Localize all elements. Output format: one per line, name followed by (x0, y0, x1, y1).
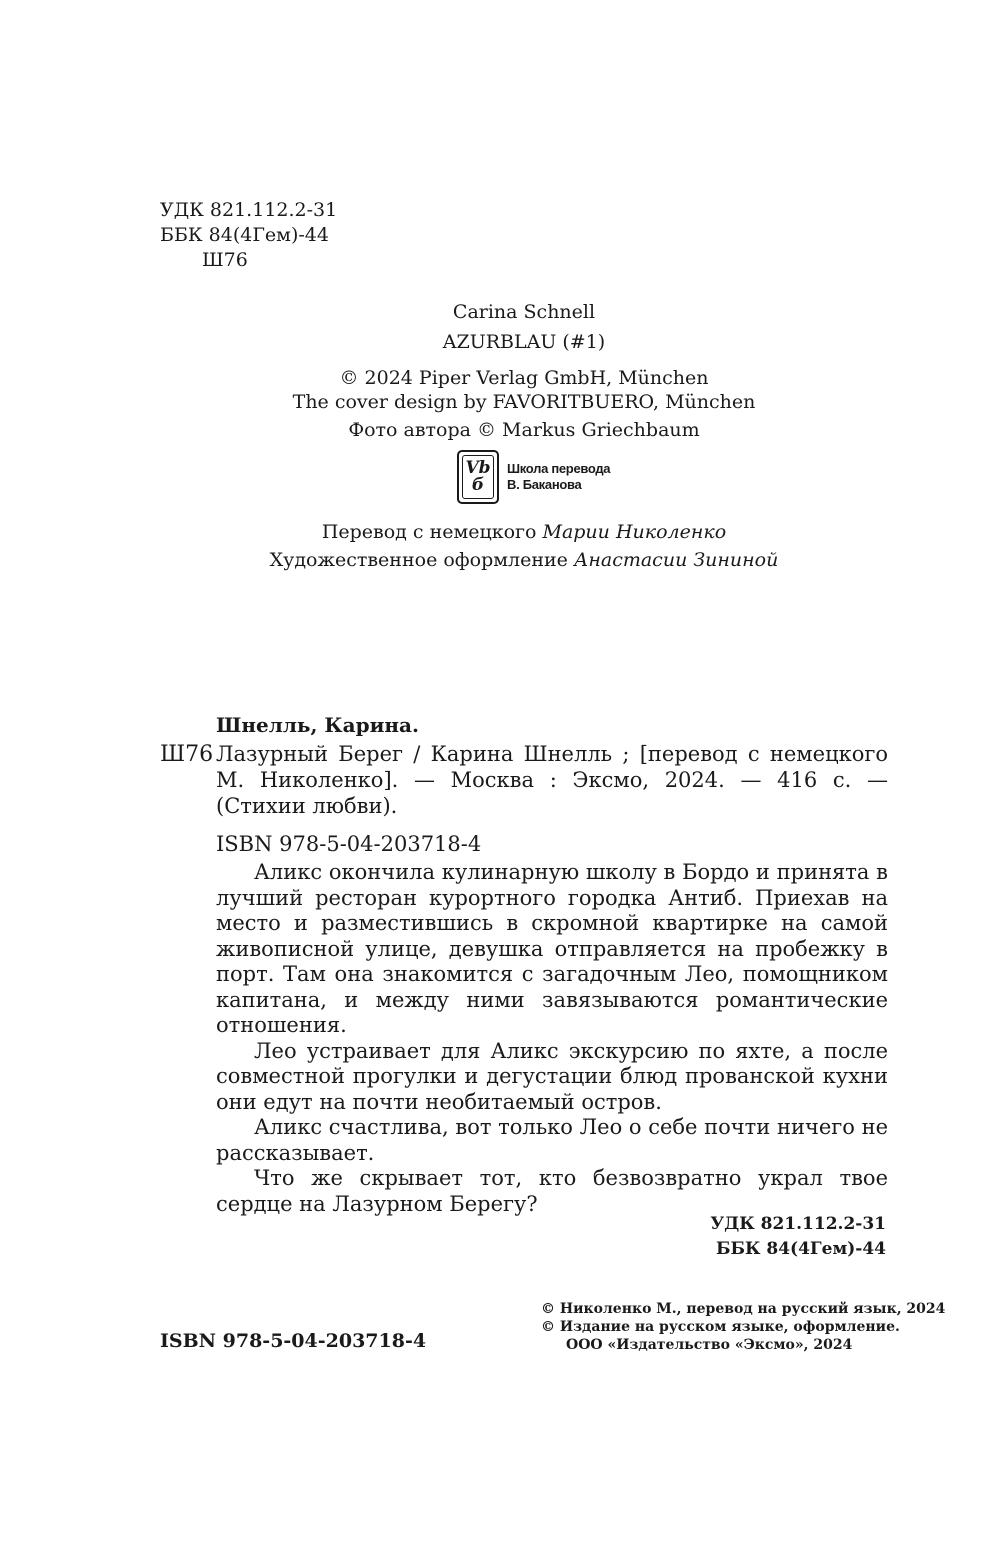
annotation-paragraph: Аликс счастлива, вот только Лео о себе почти ничего не рассказывает. (216, 1115, 888, 1165)
original-copyright: © 2024 Piper Verlag GmbH, München (339, 367, 709, 389)
copyright-notices: © Николенко М., перевод на русский язык, 2024 © Издание на русском языке, оформление. ООО «Издательство «Эксмо», 2024 (541, 1301, 946, 1353)
bbk-code: ББК 84(4Гем)-44 (160, 224, 329, 246)
udk-code: УДК 821.112.2-31 (160, 199, 338, 221)
designer-name: Анастасии Зининой (573, 549, 779, 571)
design-credit: Художественное оформление Анастасии Зининой (269, 549, 779, 571)
annotation-paragraph: Что же скрывает тот, кто безвозвратно украл твое сердце на Лазурном Берегу? (216, 1166, 888, 1216)
school-emblem-icon: Vb б (457, 450, 499, 504)
translation-credit: Перевод с немецкого Марии Николенко (321, 521, 727, 543)
bbk-code-bottom: ББК 84(4Гем)-44 (715, 1239, 886, 1259)
annotation (216, 860, 888, 1217)
classification-bottom (680, 1212, 886, 1262)
photo-credit: Фото автора © Markus Griechbaum (348, 419, 700, 441)
udk-code-bottom: УДК 821.112.2-31 (710, 1214, 886, 1234)
original-title: AZURBLAU (#1) (442, 331, 606, 353)
original-author: Carina Schnell (452, 301, 596, 323)
translator-name: Марии Николенко (542, 521, 727, 543)
annotation-paragraph: Аликс окончила кулинарную школу в Бордо и принята в лучший ресторан курортного городка Антиб. Приехав на место и разместившись в скромной квартирке на самой живописной улице, девушка отправляется на пробежку в порт. Там она знакомится с загадочным Лео, помощником капитана, и между ними завязываются романтические отношения. (216, 860, 888, 1037)
card-author-heading: Шнелль, Карина. (216, 713, 419, 737)
logo-text: Школа перевода В. Баканова (507, 461, 611, 492)
card-isbn: ISBN 978-5-04-203718-4 (216, 832, 482, 856)
card-author-sign: Ш76 (160, 742, 214, 767)
translation-school-logo (457, 450, 610, 504)
author-sign: Ш76 (202, 249, 248, 271)
isbn-bottom: ISBN 978-5-04-203718-4 (160, 1330, 427, 1352)
card-description: Лазурный Берег / Карина Шнелль ; [перевод с немецкого М. Николенко]. — Москва : Эксмо, 2024. — 416 с. — (Стихии любви). (216, 742, 888, 818)
annotation-paragraph: Лео устраивает для Аликс экскурсию по яхте, а после совместной прогулки и дегустации блюд прованской кухни они едут на почти необитаемый остров. (216, 1038, 888, 1114)
cover-credit: The cover design by FAVORITBUERO, München (292, 391, 756, 413)
classification-block (160, 198, 337, 273)
